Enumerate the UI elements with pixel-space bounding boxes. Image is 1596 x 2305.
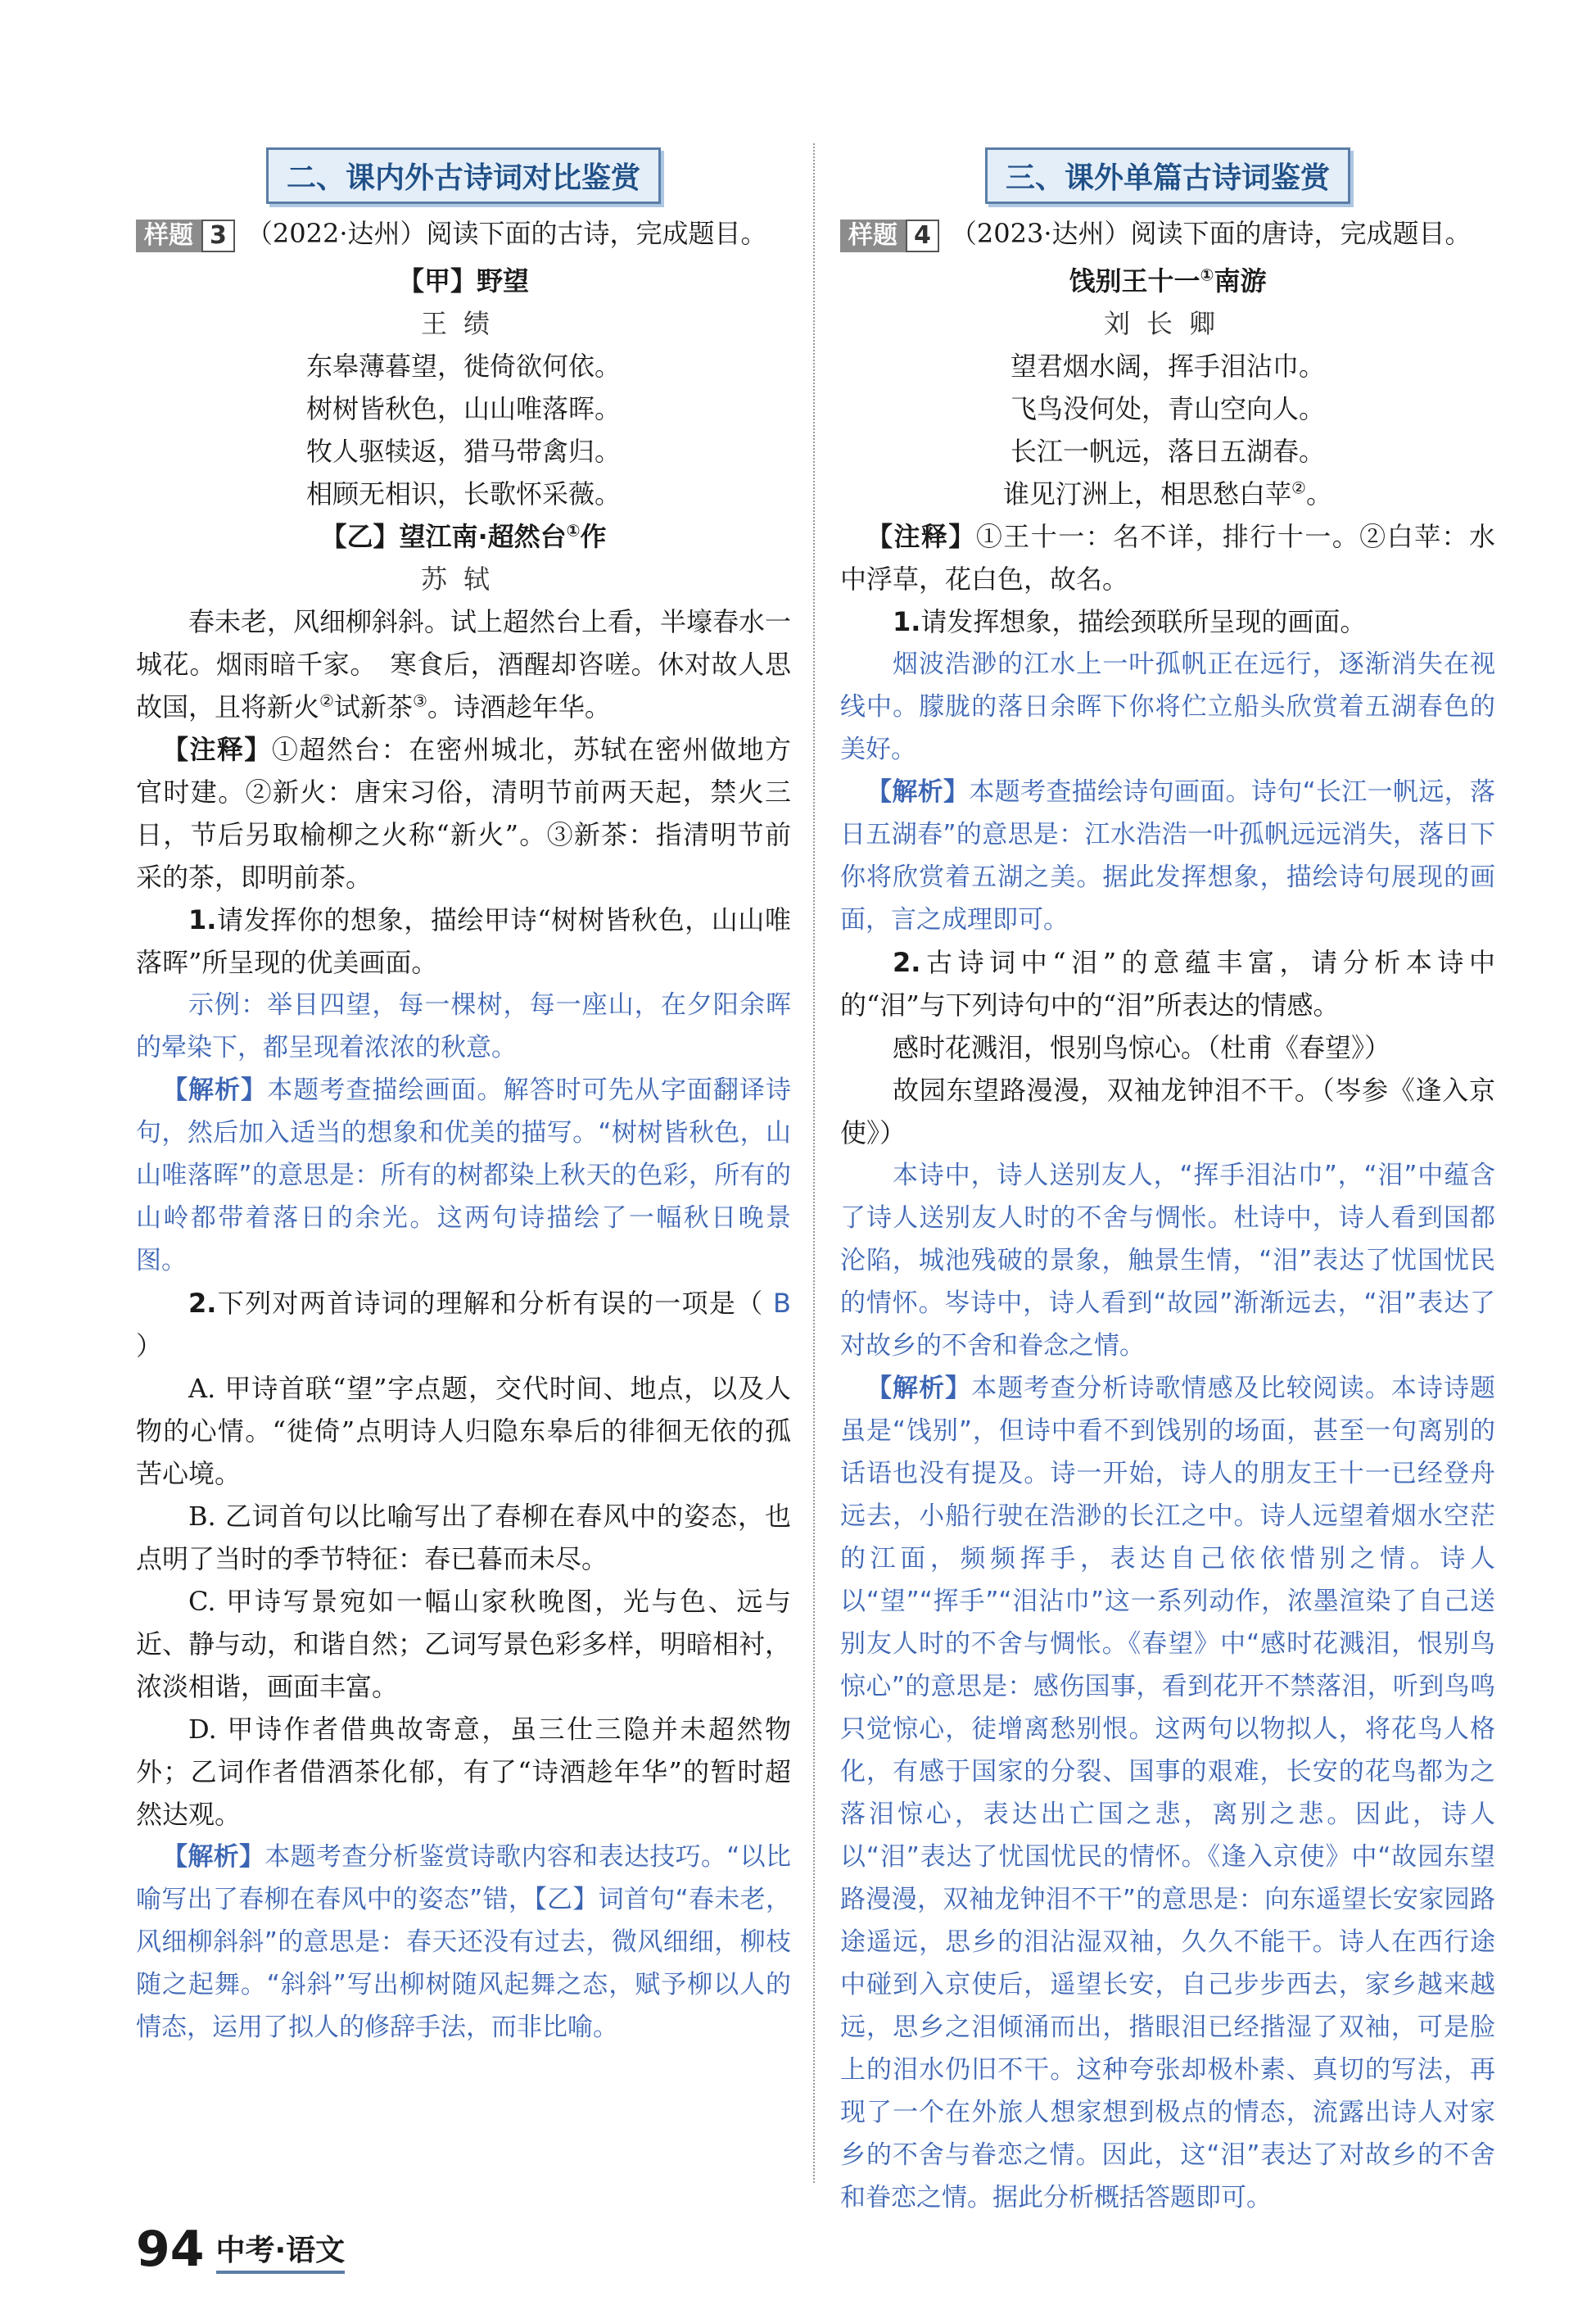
- page-number: 94: [136, 2221, 205, 2278]
- option: B. 乙词首句以比喻写出了春柳在春风中的姿态，也点明了当时的季节特征：春已暮而未尽。: [136, 1501, 791, 1574]
- sample-tag: 样题: [136, 220, 201, 252]
- poem-author: 苏轼: [420, 564, 506, 595]
- poem-line: 谁见汀洲上，相思愁白苹②。: [1003, 478, 1332, 509]
- question-2: 2.下列对两首诗词的理解和分析有误的一项是（ B ）: [136, 1288, 791, 1361]
- analysis-1: 【解析】本题考查描绘画面。解答时可先从字面翻译诗句，然后加入适当的想象和优美的描写。“树树皆秋色，山山唯落晖”的意思是：所有的树都染上秋天的色彩，所有的山岭都带着落日的余光。这两句诗描绘了一幅秋日晚景图。: [136, 1076, 792, 1275]
- question-1: 1.请发挥想象，描绘颈联所呈现的画面。: [893, 606, 1367, 637]
- question-2: 2.古诗词中“泪”的意蕴丰富，请分析本诗中的“泪”与下列诗句中的“泪”所表达的情感。: [840, 947, 1495, 1021]
- column-divider: [813, 143, 815, 2183]
- poem-line: 长江一帆远，落日五湖春。: [1010, 436, 1325, 467]
- answer-1: 烟波浩渺的江水上一叶孤帆正在远行，逐渐消失在视线中。朦胧的落日余晖下你将伫立船头欣赏着五湖春色的美好。: [840, 650, 1495, 764]
- answer-1: 示例：举目四望，每一棵树，每一座山，在夕阳余晖的晕染下，都呈现着浓浓的秋意。: [136, 990, 791, 1062]
- poem-line: 相顾无相识，长歌怀采薇。: [305, 478, 621, 509]
- poem-author: 王绩: [420, 308, 506, 339]
- ci-text: 春未老，风细柳斜斜。试上超然台上看，半壕春水一城花。烟雨暗千家。 寒食后，酒醒却咨嗟。休对故人思故国，且将新火②试新茶③。诗酒趁年华。: [136, 606, 792, 722]
- quote: 感时花溅泪，恨别鸟惊心。（杜甫《春望》）: [893, 1032, 1391, 1063]
- sample-number: 4: [906, 220, 939, 252]
- poem-line: 望君烟水阔，挥手泪沾巾。: [1010, 351, 1325, 382]
- sample-intro: 样题 4 （2023·达州）阅读下面的唐诗，完成题目。: [840, 212, 1495, 255]
- left-column: [136, 131, 791, 2049]
- book-label: 中考·语文: [216, 2233, 346, 2274]
- option: C. 甲诗写景宛如一幅山家秋晚图，光与色、远与近、静与动，和谐自然；乙词写景色彩多样，明暗相衬，浓淡相谐，画面丰富。: [136, 1586, 792, 1702]
- quote: 故园东望路漫漫，双袖龙钟泪不干。（岑参《逢入京使》）: [840, 1075, 1495, 1148]
- option: D. 甲诗作者借典故寄意，虽三仕三隐并未超然物外；乙词作者借酒茶化郁，有了“诗酒趁年华”的暂时超然达观。: [136, 1714, 791, 1830]
- question-1: 1.请发挥你的想象，描绘甲诗“树树皆秋色，山山唯落晖”所呈现的优美画面。: [136, 904, 791, 978]
- poem-line: 飞鸟没何处，青山空向人。: [1010, 393, 1325, 424]
- sample-intro: 样题 3 （2022·达州）阅读下面的古诗，完成题目。: [136, 212, 791, 255]
- section-heading: 三、课外单篇古诗词鉴赏: [840, 147, 1495, 204]
- notes: 【注释】①王十一：名不详，排行十一。②白苹：水中浮草，花白色，故名。: [840, 521, 1495, 595]
- right-column: [840, 131, 1495, 2219]
- notes: 【注释】①超然台：在密州城北，苏轼在密州做地方官时建。②新火：唐宋习俗，清明节前两天起，禁火三日，节后另取榆柳之火称“新火”。③新茶：指清明节前采的茶，即明前茶。: [136, 734, 791, 893]
- choice-answer: B: [763, 1288, 791, 1319]
- section-heading: 二、课内外古诗词对比鉴赏: [136, 147, 791, 204]
- analysis-2: 【解析】本题考查分析鉴赏诗歌内容和表达技巧。“以比喻写出了春柳在春风中的姿态”错，【乙】词首句“春未老，风细柳斜斜”的意思是：春天还没有过去，微风细细，柳枝随之起舞。“斜斜”写出柳树随风起舞之态，赋予柳以人的情态，运用了拟人的修辞手法，而非比喻。: [136, 1842, 792, 2042]
- poem-author: 刘长卿: [1103, 308, 1232, 339]
- poem-title: 饯别王十一①南游: [1069, 265, 1267, 297]
- poem-title: 【乙】望江南·超然台①作: [320, 520, 607, 552]
- sample-tag: 样题: [840, 220, 906, 252]
- poem-line: 牧人驱犊返，猎马带禽归。: [305, 436, 621, 467]
- poem-line: 树树皆秋色，山山唯落晖。: [305, 393, 621, 424]
- poem-title: 【甲】野望: [397, 265, 529, 297]
- page-footer: [136, 2221, 346, 2278]
- poem-line: 东皋薄暮望，徙倚欲何依。: [305, 351, 621, 382]
- answer-2: 本诗中，诗人送别友人，“挥手泪沾巾”，“泪”中蕴含了诗人送别友人时的不舍与惆怅。杜诗中，诗人看到国都沦陷，城池残破的景象，触景生情，“泪”表达了忧国忧民的情怀。岑诗中，诗人看到“故园”渐渐远去，“泪”表达了对故乡的不舍和眷念之情。: [840, 1161, 1495, 1361]
- sample-number: 3: [201, 220, 235, 252]
- analysis-2: 【解析】本题考查分析诗歌情感及比较阅读。本诗诗题虽是“饯别”，但诗中看不到饯别的场面，甚至一句离别的话语也没有提及。诗一开始，诗人的朋友王十一已经登舟远去，小船行驶在浩渺的长江之中。诗人远望着烟水空茫的江面，频频挥手，表达自己依依惜别之情。诗人以“望”“挥手”“泪沾巾”这一系列动作，浓墨渲染了自己送别友人时的不舍与惆怅。《春望》中“感时花溅泪，恨别鸟惊心”的意思是：感伤国事，看到花开不禁落泪，听到鸟鸣只觉惊心，徒增离愁别恨。这两句以物拟人，将花鸟人格化，有感于国家的分裂、国事的艰难，长安的花鸟都为之落泪惊心，表达出亡国之悲，离别之悲。因此，诗人以“泪”表达了忧国忧民的情怀。《逢入京使》中“故园东望路漫漫，双袖龙钟泪不干”的意思是：向东遥望长安家园路途遥远，思乡的泪沾湿双袖，久久不能干。诗人在西行途中碰到入京使后，遥望长安，自己步步西去，家乡越来越远，思乡之泪倾涌而出，揩眼泪已经揩湿了双袖，可是脸上的泪水仍旧不干。这种夸张却极朴素、真切的写法，再现了一个在外旅人想家想到极点的情态，流露出诗人对家乡的不舍与眷恋之情。因此，这“泪”表达了对故乡的不舍和眷恋之情。据此分析概括答题即可。: [840, 1374, 1496, 2212]
- analysis-1: 【解析】本题考查描绘诗句画面。诗句“长江一帆远，落日五湖春”的意思是：江水浩浩一叶孤帆远远消失，落日下你将欣赏着五湖之美。据此发挥想象，描绘诗句展现的画面，言之成理即可。: [840, 777, 1496, 935]
- option: A. 甲诗首联“望”字点题，交代时间、地点，以及人物的心情。“徙倚”点明诗人归隐东皋后的徘徊无依的孤苦心境。: [136, 1373, 791, 1489]
